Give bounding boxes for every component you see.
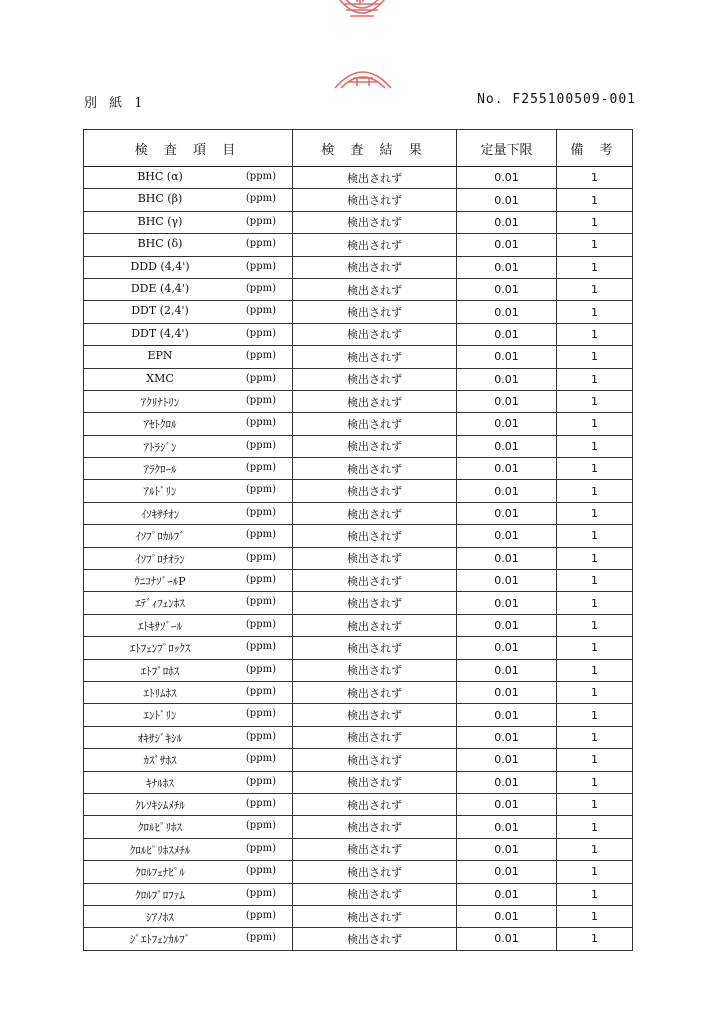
item-unit: (ppm) — [245, 282, 276, 294]
item-unit: (ppm) — [245, 462, 276, 474]
item-cell — [84, 614, 293, 636]
note-cell: 1 — [557, 167, 633, 189]
item-cell — [84, 749, 293, 771]
table-row — [84, 323, 633, 345]
limit-cell: 0.01 — [457, 861, 557, 883]
item-name: ｲｿﾌﾟﾛﾁｵﾗﾝ — [135, 552, 185, 566]
table-row — [84, 681, 633, 703]
item-unit: (ppm) — [245, 708, 276, 720]
column-header-limit: 定量下限 — [457, 130, 557, 167]
table-row — [84, 234, 633, 256]
item-name: BHC (δ) — [137, 237, 183, 251]
result-cell: 検出されず — [293, 547, 457, 569]
item-name: EPN — [147, 349, 173, 363]
item-cell — [84, 905, 293, 927]
table-row — [84, 211, 633, 233]
item-name: ｴﾄﾘﾑﾎｽ — [143, 686, 177, 700]
limit-cell: 0.01 — [457, 681, 557, 703]
item-unit: (ppm) — [245, 753, 276, 765]
item-name: ｱﾄﾗｼﾞﾝ — [143, 440, 177, 454]
item-unit: (ppm) — [245, 551, 276, 563]
item-name: ｱﾙﾄﾞﾘﾝ — [143, 485, 177, 499]
limit-cell: 0.01 — [457, 346, 557, 368]
table-row — [84, 256, 633, 278]
note-cell: 1 — [557, 525, 633, 547]
item-name: ｱｾﾄｸﾛﾙ — [143, 418, 177, 432]
note-cell: 1 — [557, 928, 633, 950]
limit-cell: 0.01 — [457, 323, 557, 345]
item-cell — [84, 570, 293, 592]
item-cell — [84, 704, 293, 726]
item-unit: (ppm) — [245, 663, 276, 675]
item-name: ｴﾝﾄﾞﾘﾝ — [143, 709, 177, 723]
item-unit: (ppm) — [245, 484, 276, 496]
table-row — [84, 301, 633, 323]
table-row — [84, 726, 633, 748]
item-unit: (ppm) — [245, 260, 276, 272]
limit-cell: 0.01 — [457, 816, 557, 838]
item-cell — [84, 637, 293, 659]
item-unit: (ppm) — [245, 730, 276, 742]
result-cell: 検出されず — [293, 726, 457, 748]
item-unit: (ppm) — [245, 618, 276, 630]
item-cell — [84, 346, 293, 368]
note-cell: 1 — [557, 458, 633, 480]
table-row — [84, 458, 633, 480]
note-cell: 1 — [557, 368, 633, 390]
item-name: ｱｸﾘﾅﾄﾘﾝ — [140, 395, 180, 409]
note-cell: 1 — [557, 592, 633, 614]
item-cell — [84, 592, 293, 614]
limit-cell: 0.01 — [457, 928, 557, 950]
item-name: ｼﾞｴﾄﾌｪﾝｶﾙﾌﾞ — [129, 933, 191, 947]
table-row — [84, 928, 633, 950]
item-cell — [84, 883, 293, 905]
item-unit: (ppm) — [245, 327, 276, 339]
note-cell: 1 — [557, 301, 633, 323]
note-cell: 1 — [557, 749, 633, 771]
result-cell: 検出されず — [293, 435, 457, 457]
note-cell: 1 — [557, 905, 633, 927]
item-cell — [84, 816, 293, 838]
limit-cell: 0.01 — [457, 256, 557, 278]
note-cell: 1 — [557, 256, 633, 278]
item-unit: (ppm) — [245, 215, 276, 227]
table-row — [84, 704, 633, 726]
result-cell: 検出されず — [293, 301, 457, 323]
table-row — [84, 167, 633, 189]
item-unit: (ppm) — [245, 439, 276, 451]
item-unit: (ppm) — [245, 506, 276, 518]
item-name: DDE (4,4') — [130, 281, 190, 295]
item-cell — [84, 256, 293, 278]
item-cell — [84, 659, 293, 681]
item-name: DDT (4,4') — [131, 326, 189, 340]
limit-cell: 0.01 — [457, 480, 557, 502]
item-unit: (ppm) — [245, 238, 276, 250]
limit-cell: 0.01 — [457, 570, 557, 592]
limit-cell: 0.01 — [457, 211, 557, 233]
item-name: ｳﾆｺﾅｿﾞｰﾙP — [134, 575, 186, 589]
note-cell: 1 — [557, 189, 633, 211]
result-cell: 検出されず — [293, 458, 457, 480]
result-cell: 検出されず — [293, 704, 457, 726]
column-header-note: 備 考 — [557, 130, 633, 167]
table-row — [84, 861, 633, 883]
result-cell: 検出されず — [293, 189, 457, 211]
table-row — [84, 637, 633, 659]
item-cell — [84, 861, 293, 883]
item-name: DDT (2,4') — [131, 304, 189, 318]
result-cell: 検出されず — [293, 234, 457, 256]
limit-cell: 0.01 — [457, 793, 557, 815]
limit-cell: 0.01 — [457, 592, 557, 614]
result-cell: 検出されず — [293, 659, 457, 681]
item-cell — [84, 167, 293, 189]
item-cell — [84, 211, 293, 233]
limit-cell: 0.01 — [457, 883, 557, 905]
item-unit: (ppm) — [245, 574, 276, 586]
item-cell — [84, 301, 293, 323]
item-unit: (ppm) — [245, 887, 276, 899]
limit-cell: 0.01 — [457, 502, 557, 524]
item-unit: (ppm) — [245, 842, 276, 854]
limit-cell: 0.01 — [457, 301, 557, 323]
table-row — [84, 570, 633, 592]
table-body — [84, 167, 633, 951]
limit-cell: 0.01 — [457, 637, 557, 659]
item-name: ｶｽﾞｻﾎｽ — [143, 754, 177, 768]
note-cell: 1 — [557, 346, 633, 368]
limit-cell: 0.01 — [457, 614, 557, 636]
limit-cell: 0.01 — [457, 525, 557, 547]
table-row — [84, 435, 633, 457]
result-cell: 検出されず — [293, 905, 457, 927]
result-cell: 検出されず — [293, 211, 457, 233]
item-name: ｴﾄﾌｪﾝﾌﾟﾛｯｸｽ — [129, 642, 191, 656]
limit-cell: 0.01 — [457, 167, 557, 189]
note-cell: 1 — [557, 883, 633, 905]
item-cell — [84, 458, 293, 480]
item-name: ｸﾛﾙﾋﾟﾘﾎｽ — [138, 821, 182, 835]
result-cell: 検出されず — [293, 570, 457, 592]
note-cell: 1 — [557, 323, 633, 345]
limit-cell: 0.01 — [457, 704, 557, 726]
note-cell: 1 — [557, 502, 633, 524]
item-cell — [84, 928, 293, 950]
seal-stamp-header — [331, 64, 395, 90]
note-cell: 1 — [557, 211, 633, 233]
note-cell: 1 — [557, 726, 633, 748]
item-unit: (ppm) — [245, 394, 276, 406]
item-name: BHC (α) — [137, 170, 183, 183]
table-row — [84, 346, 633, 368]
table-row — [84, 390, 633, 412]
item-unit: (ppm) — [245, 797, 276, 809]
item-unit: (ppm) — [245, 305, 276, 317]
result-cell: 検出されず — [293, 390, 457, 412]
item-unit: (ppm) — [245, 372, 276, 384]
item-cell — [84, 793, 293, 815]
item-name: ｸﾚｿｷｼﾑﾒﾁﾙ — [135, 798, 185, 812]
limit-cell: 0.01 — [457, 458, 557, 480]
item-name: BHC (γ) — [137, 214, 183, 228]
result-cell: 検出されず — [293, 637, 457, 659]
item-name: ｴﾄﾌﾟﾛﾎｽ — [140, 664, 180, 678]
column-header-result: 検 査 結 果 — [293, 130, 457, 167]
table-row — [84, 368, 633, 390]
limit-cell: 0.01 — [457, 749, 557, 771]
note-cell: 1 — [557, 435, 633, 457]
item-unit: (ppm) — [245, 350, 276, 362]
result-cell: 検出されず — [293, 502, 457, 524]
table-row — [84, 883, 633, 905]
limit-cell: 0.01 — [457, 390, 557, 412]
result-cell: 検出されず — [293, 838, 457, 860]
limit-cell: 0.01 — [457, 547, 557, 569]
document-number: No. F255100509-001 — [477, 92, 636, 107]
item-name: ｸﾛﾙﾌﾟﾛﾌｧﾑ — [135, 888, 185, 902]
result-cell: 検出されず — [293, 928, 457, 950]
result-cell: 検出されず — [293, 256, 457, 278]
result-cell: 検出されず — [293, 167, 457, 189]
result-cell: 検出されず — [293, 368, 457, 390]
result-cell: 検出されず — [293, 413, 457, 435]
limit-cell: 0.01 — [457, 413, 557, 435]
item-unit: (ppm) — [245, 596, 276, 608]
note-cell: 1 — [557, 547, 633, 569]
table-row — [84, 413, 633, 435]
limit-cell: 0.01 — [457, 771, 557, 793]
table-row — [84, 592, 633, 614]
note-cell: 1 — [557, 637, 633, 659]
item-unit: (ppm) — [245, 641, 276, 653]
table-row — [84, 816, 633, 838]
table-row — [84, 547, 633, 569]
item-cell — [84, 390, 293, 412]
note-cell: 1 — [557, 480, 633, 502]
item-unit: (ppm) — [245, 685, 276, 697]
table-row — [84, 838, 633, 860]
item-name: ｴﾃﾞｨﾌｪﾝﾎｽ — [135, 597, 185, 611]
note-cell: 1 — [557, 659, 633, 681]
item-name: ｷﾅﾙﾎｽ — [146, 776, 174, 790]
item-unit: (ppm) — [245, 775, 276, 787]
result-cell: 検出されず — [293, 278, 457, 300]
note-cell: 1 — [557, 390, 633, 412]
table-row — [84, 905, 633, 927]
item-cell — [84, 681, 293, 703]
item-cell — [84, 435, 293, 457]
limit-cell: 0.01 — [457, 838, 557, 860]
limit-cell: 0.01 — [457, 726, 557, 748]
table-header-row — [84, 130, 633, 167]
item-cell — [84, 726, 293, 748]
result-cell: 検出されず — [293, 816, 457, 838]
note-cell: 1 — [557, 838, 633, 860]
item-name: ｱﾗｸﾛｰﾙ — [143, 463, 177, 477]
item-cell — [84, 502, 293, 524]
item-cell — [84, 234, 293, 256]
item-name: ｸﾛﾙﾌｪﾅﾋﾟﾙ — [135, 866, 185, 880]
item-cell — [84, 525, 293, 547]
item-cell — [84, 838, 293, 860]
item-name: ｸﾛﾙﾋﾟﾘﾎｽﾒﾁﾙ — [129, 843, 191, 857]
limit-cell: 0.01 — [457, 368, 557, 390]
item-unit: (ppm) — [245, 171, 276, 182]
limit-cell: 0.01 — [457, 905, 557, 927]
result-cell: 検出されず — [293, 749, 457, 771]
table-row — [84, 749, 633, 771]
table-row — [84, 793, 633, 815]
result-cell: 検出されず — [293, 883, 457, 905]
note-cell: 1 — [557, 234, 633, 256]
limit-cell: 0.01 — [457, 435, 557, 457]
item-name: DDD (4,4') — [130, 259, 190, 273]
item-name: ｲｿｷｻﾁｵﾝ — [140, 507, 180, 521]
item-cell — [84, 547, 293, 569]
note-cell: 1 — [557, 278, 633, 300]
item-name: ｵｷｻｼﾞｷｼﾙ — [138, 731, 182, 745]
result-cell: 検出されず — [293, 525, 457, 547]
result-cell: 検出されず — [293, 681, 457, 703]
table-row — [84, 189, 633, 211]
limit-cell: 0.01 — [457, 189, 557, 211]
column-header-item: 検 査 項 目 — [84, 130, 293, 167]
item-unit: (ppm) — [245, 932, 276, 944]
note-cell: 1 — [557, 771, 633, 793]
item-unit: (ppm) — [245, 193, 276, 205]
result-cell: 検出されず — [293, 480, 457, 502]
limit-cell: 0.01 — [457, 659, 557, 681]
item-unit: (ppm) — [245, 820, 276, 832]
note-cell: 1 — [557, 413, 633, 435]
item-cell — [84, 278, 293, 300]
note-cell: 1 — [557, 793, 633, 815]
attachment-label: 別 紙 1 — [84, 96, 147, 111]
item-cell — [84, 323, 293, 345]
note-cell: 1 — [557, 570, 633, 592]
result-cell: 検出されず — [293, 793, 457, 815]
table-row — [84, 525, 633, 547]
result-cell: 検出されず — [293, 346, 457, 368]
table-row — [84, 771, 633, 793]
item-name: XMC — [146, 371, 174, 385]
result-cell: 検出されず — [293, 614, 457, 636]
table-row — [84, 278, 633, 300]
item-name: ｴﾄｷｻｿﾞｰﾙ — [138, 619, 182, 633]
item-name: ｲｿﾌﾟﾛｶﾙﾌﾞ — [135, 530, 185, 544]
inspection-results-table — [83, 129, 633, 951]
table-row — [84, 502, 633, 524]
item-cell — [84, 413, 293, 435]
item-cell — [84, 480, 293, 502]
item-unit: (ppm) — [245, 865, 276, 877]
limit-cell: 0.01 — [457, 278, 557, 300]
table-row — [84, 480, 633, 502]
note-cell: 1 — [557, 861, 633, 883]
result-cell: 検出されず — [293, 861, 457, 883]
note-cell: 1 — [557, 681, 633, 703]
table-row — [84, 659, 633, 681]
result-cell: 検出されず — [293, 323, 457, 345]
note-cell: 1 — [557, 816, 633, 838]
item-cell — [84, 771, 293, 793]
note-cell: 1 — [557, 704, 633, 726]
seal-stamp-top — [330, 0, 394, 30]
item-name: ｼｱﾉﾎｽ — [146, 910, 174, 924]
item-cell — [84, 368, 293, 390]
result-cell: 検出されず — [293, 771, 457, 793]
item-unit: (ppm) — [245, 529, 276, 541]
result-cell: 検出されず — [293, 592, 457, 614]
item-cell — [84, 189, 293, 211]
table-row — [84, 614, 633, 636]
item-name: BHC (β) — [137, 192, 183, 206]
item-unit: (ppm) — [245, 909, 276, 921]
limit-cell: 0.01 — [457, 234, 557, 256]
item-unit: (ppm) — [245, 417, 276, 429]
note-cell: 1 — [557, 614, 633, 636]
